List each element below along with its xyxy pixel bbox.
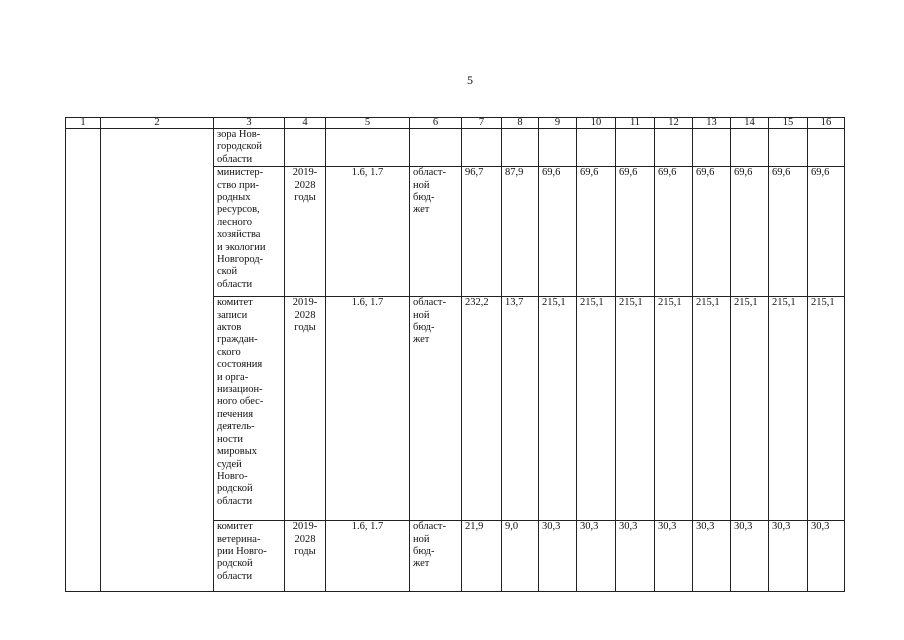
period-cell: 2019- 2028 годы [285,297,326,521]
source-cell: област- ной бюд- жет [410,167,462,297]
header-cell: 7 [462,118,502,129]
value-cell: 69,6 [577,167,616,297]
cell-col1 [66,129,101,592]
header-cell: 12 [655,118,693,129]
cell-col2 [101,129,214,592]
value-cell [808,129,845,167]
page-number: 5 [467,73,473,87]
value-cell: 21,9 [462,521,502,592]
header-cell: 16 [808,118,845,129]
value-cell: 30,3 [616,521,655,592]
executor-cell: комитет записи актов граждан- ского состояния и орга- низацион- ного обес- печения деятель- ности мировых судей Новго- родской области [214,297,285,521]
budget-table [65,117,845,592]
header-cell: 14 [731,118,769,129]
target-index-cell: 1.6, 1.7 [326,297,410,521]
value-cell [502,129,539,167]
value-cell: 215,1 [808,297,845,521]
value-cell: 215,1 [616,297,655,521]
value-cell: 215,1 [577,297,616,521]
value-cell: 69,6 [731,167,769,297]
value-cell: 232,2 [462,297,502,521]
source-cell: област- ной бюд- жет [410,297,462,521]
value-cell: 30,3 [769,521,808,592]
header-cell: 6 [410,118,462,129]
value-cell [693,129,731,167]
header-cell: 13 [693,118,731,129]
value-cell: 30,3 [693,521,731,592]
value-cell [577,129,616,167]
value-cell: 69,6 [539,167,577,297]
value-cell: 69,6 [808,167,845,297]
value-cell: 96,7 [462,167,502,297]
executor-cell: комитет ветерина- рии Новго- родской области [214,521,285,592]
table-row [66,129,845,167]
value-cell: 30,3 [655,521,693,592]
header-cell: 15 [769,118,808,129]
value-cell: 69,6 [655,167,693,297]
header-cell: 8 [502,118,539,129]
header-cell: 2 [101,118,214,129]
value-cell: 13,7 [502,297,539,521]
value-cell [769,129,808,167]
value-cell: 87,9 [502,167,539,297]
value-cell: 30,3 [539,521,577,592]
value-cell: 30,3 [731,521,769,592]
header-cell: 10 [577,118,616,129]
period-cell [285,129,326,167]
value-cell: 69,6 [693,167,731,297]
value-cell: 69,6 [616,167,655,297]
table-header [66,118,845,129]
source-cell [410,129,462,167]
value-cell [616,129,655,167]
value-cell [462,129,502,167]
target-index-cell: 1.6, 1.7 [326,521,410,592]
header-row [66,118,845,129]
value-cell: 69,6 [769,167,808,297]
header-cell: 9 [539,118,577,129]
value-cell [655,129,693,167]
source-cell: област- ной бюд- жет [410,521,462,592]
value-cell: 30,3 [808,521,845,592]
value-cell [731,129,769,167]
header-cell: 1 [66,118,101,129]
value-cell: 215,1 [693,297,731,521]
header-cell: 3 [214,118,285,129]
period-cell: 2019- 2028 годы [285,167,326,297]
value-cell: 9,0 [502,521,539,592]
value-cell: 215,1 [731,297,769,521]
target-index-cell: 1.6, 1.7 [326,167,410,297]
period-cell: 2019- 2028 годы [285,521,326,592]
table-body [66,129,845,592]
header-cell: 4 [285,118,326,129]
value-cell: 215,1 [655,297,693,521]
value-cell: 215,1 [539,297,577,521]
value-cell: 215,1 [769,297,808,521]
value-cell: 30,3 [577,521,616,592]
header-cell: 5 [326,118,410,129]
target-index-cell [326,129,410,167]
header-cell: 11 [616,118,655,129]
value-cell [539,129,577,167]
executor-cell: зора Нов- городской области [214,129,285,167]
executor-cell: министер- ство при- родных ресурсов, лесного хозяйства и экологии Новгород- ской области [214,167,285,297]
